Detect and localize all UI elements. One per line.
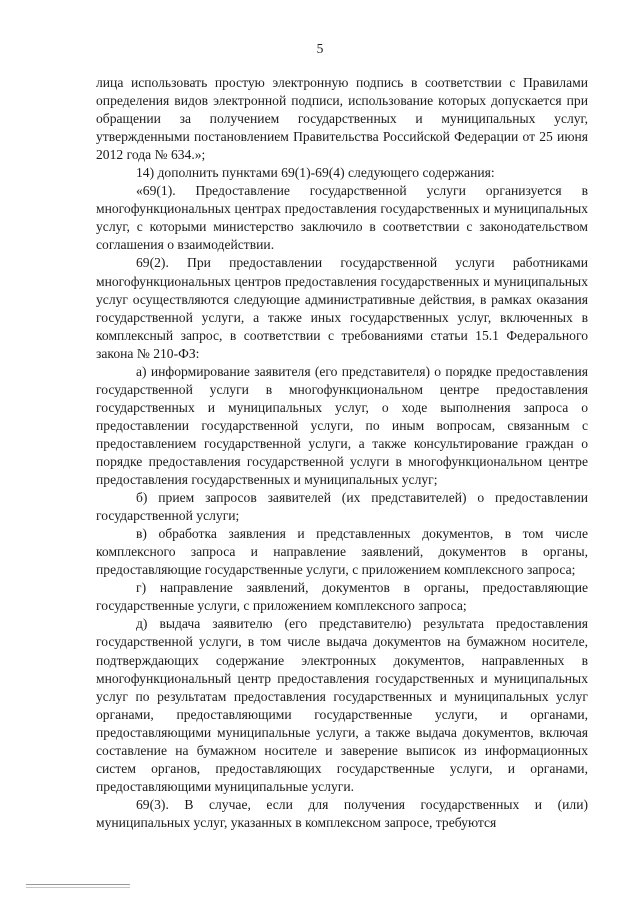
footer-rule [26, 884, 130, 885]
paragraph-5: а) информирование заявителя (его представителя) о порядке предоставления государственной услуги в многофункциональном центре предоставления государственных и муниципальных услуг, о ходе выполнения запроса о предоставлении государственной услуги, по иным вопросам, связанным с предоставлением государственной услуги, а также консультирование граждан о порядке предоставления государственной услуги в многофункциональном центре предоставления государственных и муниципальных услуг; [96, 363, 588, 488]
paragraph-6: б) прием запросов заявителей (их представителей) о предоставлении государственной услуги; [96, 490, 588, 524]
paragraph-2: 14) дополнить пунктами 69(1)-69(4) следующего содержания: [136, 165, 495, 181]
paragraph-8: г) направление заявлений, документов в органы, предоставляющие государственные услуги, с приложением комплексного запроса; [96, 580, 588, 614]
footer-rule-secondary [26, 887, 130, 888]
paragraph-9: д) выдача заявителю (его представителю) результата предоставления государственной услуги, в том числе выдача документов на бумажном носителе, подтверждающих содержание электронных документов, направленных в многофункциональный центр предоставления государственных и муниципальных услуг по результатам предоставления государственных и муниципальных услуг органами, предоставляющими государственные услуги, и органами, предоставляющими муниципальные услуги, а также выдача документов, включая составление на бумажном носителе и заверение выписок из информационных систем органов, предоставляющих государственные услуги, и органами, предоставляющими муниципальные услуги. [96, 616, 588, 794]
paragraph-4: 69(2). При предоставлении государственной услуги работниками многофункциональных центров предоставления государственных и муниципальных услуг осуществляются следующие административные действия, в рамках оказания государственной услуги, а также иных государственных услуг, включенных в комплексный запрос, в соответствии с требованиями статьи 15.1 Федерального закона № 210-ФЗ: [96, 255, 588, 361]
document-body [96, 74, 588, 832]
paragraph-7: в) обработка заявления и представленных документов, в том числе комплексного запроса и направление заявлений, документов в органы, предоставляющие государственные услуги, с приложением комплексного запроса; [96, 526, 588, 578]
page-number: 5 [316, 41, 324, 56]
paragraph-1: лица использовать простую электронную подпись в соответствии с Правилами определения видов электронной подписи, использование которых допускается при обращении за получением государственных и муниципальных услуг, утвержденными постановлением Правительства Российской Федерации от 25 июня 2012 года № 634.»; [96, 75, 588, 163]
paragraph-3: «69(1). Предоставление государственной услуги организуется в многофункциональных центрах предоставления государственных и муниципальных услуг, с которыми министерство заключило в соответствии с законодательством соглашения о взаимодействии. [96, 183, 588, 253]
paragraph-10: 69(3). В случае, если для получения государственных и (или) муниципальных услуг, указанных в комплексном запросе, требуются [96, 796, 588, 830]
